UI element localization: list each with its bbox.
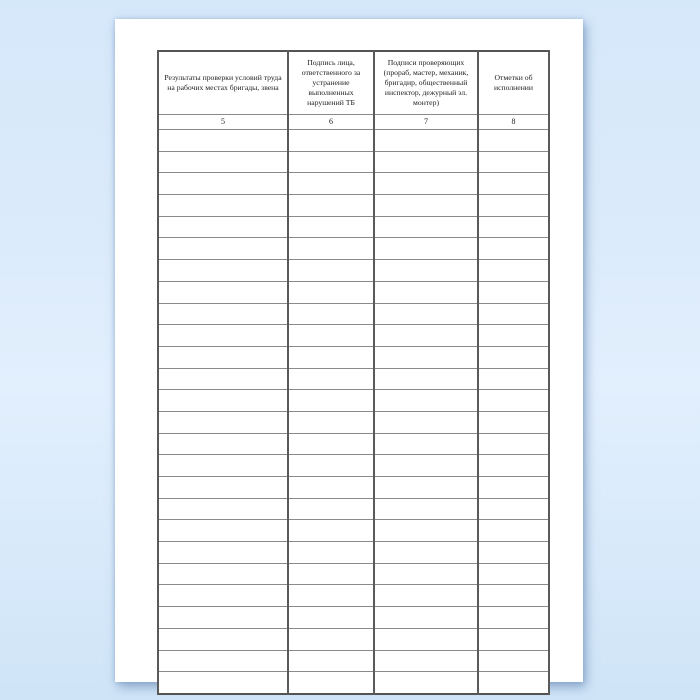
empty-cell <box>478 563 549 585</box>
empty-cell <box>288 628 374 650</box>
empty-cell <box>158 411 288 433</box>
empty-cell <box>478 650 549 672</box>
empty-cell <box>158 216 288 238</box>
empty-cell <box>374 195 478 217</box>
table-row <box>158 542 549 564</box>
empty-cell <box>374 303 478 325</box>
empty-cell <box>374 563 478 585</box>
table-row <box>158 216 549 238</box>
empty-cell <box>158 303 288 325</box>
table-row <box>158 325 549 347</box>
empty-cell <box>158 238 288 260</box>
empty-cell <box>288 260 374 282</box>
empty-cell <box>288 390 374 412</box>
column-header-inspectors-signatures: Подписи проверяющих (прораб, мастер, механик, бригадир, общественный инспектор, дежурный эл. монтер) <box>374 51 478 115</box>
empty-cell <box>374 607 478 629</box>
empty-cell <box>374 216 478 238</box>
table-row <box>158 650 549 672</box>
empty-cell <box>158 585 288 607</box>
column-number-6: 6 <box>288 115 374 130</box>
table-row <box>158 281 549 303</box>
empty-cell <box>288 173 374 195</box>
table-header <box>158 51 549 130</box>
empty-cell <box>288 303 374 325</box>
table-row <box>158 585 549 607</box>
empty-cell <box>374 477 478 499</box>
empty-cell <box>478 520 549 542</box>
empty-cell <box>374 151 478 173</box>
empty-cell <box>158 498 288 520</box>
table-row <box>158 303 549 325</box>
empty-cell <box>374 173 478 195</box>
empty-cell <box>288 650 374 672</box>
empty-cell <box>288 585 374 607</box>
table-row <box>158 520 549 542</box>
empty-cell <box>374 650 478 672</box>
inspection-journal-table <box>157 50 550 695</box>
column-number-5: 5 <box>158 115 288 130</box>
empty-cell <box>478 281 549 303</box>
empty-cell <box>478 346 549 368</box>
empty-cell <box>158 477 288 499</box>
empty-cell <box>158 542 288 564</box>
table-body <box>158 130 549 694</box>
empty-cell <box>288 477 374 499</box>
empty-cell <box>374 411 478 433</box>
empty-cell <box>288 216 374 238</box>
empty-cell <box>288 607 374 629</box>
empty-cell <box>158 325 288 347</box>
empty-cell <box>288 563 374 585</box>
empty-cell <box>374 672 478 694</box>
empty-cell <box>478 260 549 282</box>
empty-cell <box>158 130 288 152</box>
table-row <box>158 368 549 390</box>
empty-cell <box>288 130 374 152</box>
empty-cell <box>374 281 478 303</box>
empty-cell <box>158 281 288 303</box>
empty-cell <box>478 151 549 173</box>
empty-cell <box>158 260 288 282</box>
table-row <box>158 628 549 650</box>
table-row <box>158 390 549 412</box>
empty-cell <box>158 195 288 217</box>
empty-cell <box>374 390 478 412</box>
empty-cell <box>288 368 374 390</box>
empty-cell <box>478 672 549 694</box>
empty-cell <box>374 542 478 564</box>
empty-cell <box>158 563 288 585</box>
empty-cell <box>478 498 549 520</box>
empty-cell <box>374 628 478 650</box>
table-row <box>158 455 549 477</box>
empty-cell <box>374 325 478 347</box>
empty-cell <box>158 607 288 629</box>
empty-cell <box>478 303 549 325</box>
column-header-check-results: Результаты проверки условий труда на рабочих местах бригады, звена <box>158 51 288 115</box>
empty-cell <box>478 585 549 607</box>
empty-cell <box>158 650 288 672</box>
empty-cell <box>158 151 288 173</box>
empty-cell <box>374 238 478 260</box>
empty-cell <box>158 520 288 542</box>
table-row <box>158 433 549 455</box>
empty-cell <box>158 346 288 368</box>
table-row <box>158 151 549 173</box>
empty-cell <box>478 368 549 390</box>
empty-cell <box>158 455 288 477</box>
empty-cell <box>478 607 549 629</box>
empty-cell <box>288 346 374 368</box>
empty-cell <box>478 195 549 217</box>
column-numbers-row <box>158 115 549 130</box>
empty-cell <box>478 477 549 499</box>
empty-cell <box>478 628 549 650</box>
empty-cell <box>374 130 478 152</box>
empty-cell <box>374 498 478 520</box>
empty-cell <box>158 672 288 694</box>
empty-cell <box>288 520 374 542</box>
empty-cell <box>478 433 549 455</box>
empty-cell <box>374 260 478 282</box>
table-row <box>158 607 549 629</box>
empty-cell <box>374 455 478 477</box>
column-number-7: 7 <box>374 115 478 130</box>
empty-cell <box>478 325 549 347</box>
empty-cell <box>288 455 374 477</box>
table-row <box>158 195 549 217</box>
empty-cell <box>374 585 478 607</box>
empty-cell <box>288 238 374 260</box>
table-row <box>158 477 549 499</box>
table-row <box>158 411 549 433</box>
empty-cell <box>158 368 288 390</box>
table-row <box>158 346 549 368</box>
empty-cell <box>288 281 374 303</box>
table-row <box>158 498 549 520</box>
empty-cell <box>478 455 549 477</box>
empty-cell <box>288 498 374 520</box>
column-header-execution-notes: Отметки об исполнении <box>478 51 549 115</box>
empty-cell <box>478 411 549 433</box>
empty-cell <box>288 195 374 217</box>
document-page <box>115 19 583 682</box>
empty-cell <box>158 173 288 195</box>
table-row <box>158 563 549 585</box>
header-row <box>158 51 549 115</box>
empty-cell <box>158 433 288 455</box>
empty-cell <box>374 368 478 390</box>
empty-cell <box>288 411 374 433</box>
empty-cell <box>288 325 374 347</box>
table-row <box>158 173 549 195</box>
column-header-responsible-signature: Подпись лица, ответственного за устранение выполненных нарушений ТБ <box>288 51 374 115</box>
empty-cell <box>478 238 549 260</box>
empty-cell <box>288 151 374 173</box>
table-row <box>158 238 549 260</box>
empty-cell <box>374 346 478 368</box>
empty-cell <box>478 216 549 238</box>
empty-cell <box>478 130 549 152</box>
empty-cell <box>288 542 374 564</box>
table-row <box>158 672 549 694</box>
empty-cell <box>374 433 478 455</box>
column-number-8: 8 <box>478 115 549 130</box>
table-row <box>158 130 549 152</box>
empty-cell <box>478 390 549 412</box>
table-row <box>158 260 549 282</box>
empty-cell <box>478 542 549 564</box>
empty-cell <box>288 433 374 455</box>
empty-cell <box>374 520 478 542</box>
empty-cell <box>478 173 549 195</box>
empty-cell <box>158 390 288 412</box>
empty-cell <box>288 672 374 694</box>
empty-cell <box>158 628 288 650</box>
